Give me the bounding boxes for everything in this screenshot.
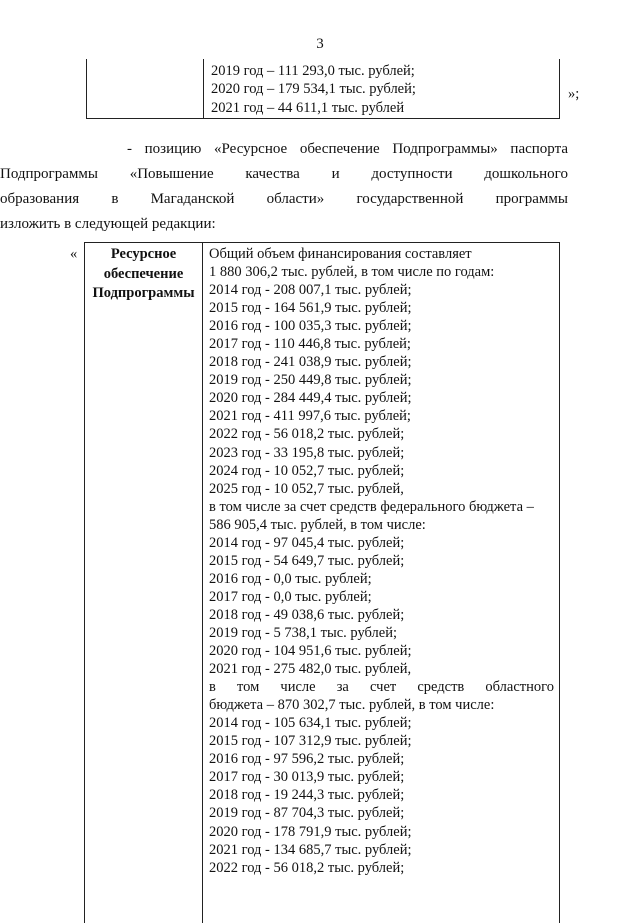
intro-line-text: изложить в следующей редакции: — [0, 216, 216, 232]
resource-table — [84, 242, 560, 923]
content-word: счет — [370, 679, 397, 696]
intro-word: - — [127, 141, 132, 157]
intro-word: качества — [245, 166, 300, 182]
page-number: 3 — [316, 36, 324, 52]
content-line: 2015 год - 54 649,7 тыс. рублей; — [209, 552, 405, 569]
content-line: 2021 год - 275 482,0 тыс. рублей, — [209, 661, 412, 678]
top-table-divider — [203, 59, 204, 118]
content-line: бюджета – 870 302,7 тыс. рублей, в том числе: — [209, 697, 495, 714]
intro-line-1 — [117, 137, 568, 162]
content-line: 2017 год - 0,0 тыс. рублей; — [209, 588, 372, 605]
content-line: 2016 год - 0,0 тыс. рублей; — [209, 570, 372, 587]
content-line: 2017 год - 110 446,8 тыс. рублей; — [209, 336, 411, 353]
closing-quote-mark: »; — [568, 86, 580, 102]
intro-word: обеспечение — [299, 141, 380, 157]
intro-word: Подпрограммы — [0, 166, 98, 182]
label-line: Подпрограммы — [92, 285, 195, 301]
content-line: 2021 год - 411 997,6 тыс. рублей; — [209, 408, 411, 425]
intro-line-4 — [0, 212, 568, 237]
resource-table-content — [209, 245, 554, 877]
content-line: 2017 год - 30 013,9 тыс. рублей; — [209, 769, 405, 786]
intro-word: области» — [266, 191, 325, 207]
content-line: 2022 год - 56 018,2 тыс. рублей; — [209, 859, 405, 876]
content-line: 2019 год - 87 704,3 тыс. рублей; — [209, 805, 405, 822]
content-line: 586 905,4 тыс. рублей, в том числе: — [209, 516, 426, 533]
intro-word: «Ресурсное — [214, 141, 288, 157]
content-line: 2023 год - 33 195,8 тыс. рублей; — [209, 444, 405, 461]
content-line: 2020 год - 178 791,9 тыс. рублей; — [209, 823, 412, 840]
content-line: 2019 год - 5 738,1 тыс. рублей; — [209, 624, 397, 641]
intro-word: и — [331, 166, 340, 182]
content-line: 2024 год - 10 052,7 тыс. рублей; — [209, 462, 405, 479]
intro-word: в — [111, 191, 119, 207]
content-line: 2022 год - 56 018,2 тыс. рублей; — [209, 426, 405, 443]
content-line: 2016 год - 100 035,3 тыс. рублей; — [209, 318, 412, 335]
content-line: 2015 год - 107 312,9 тыс. рублей; — [209, 733, 412, 750]
content-line: 2018 год - 49 038,6 тыс. рублей; — [209, 606, 405, 623]
content-line: 2014 год - 97 045,4 тыс. рублей; — [209, 534, 405, 551]
content-word: за — [336, 679, 349, 696]
intro-word: образования — [0, 191, 80, 207]
top-table-values — [211, 62, 416, 117]
intro-word: государственной — [356, 191, 464, 207]
content-word: в — [209, 679, 216, 696]
resource-table-label — [85, 245, 202, 304]
content-line: 2020 год - 104 951,6 тыс. рублей; — [209, 643, 412, 660]
content-line: 2018 год - 19 244,3 тыс. рублей; — [209, 787, 405, 804]
content-line: 2018 год - 241 038,9 тыс. рублей; — [209, 354, 412, 371]
content-line: 2016 год - 97 596,2 тыс. рублей; — [209, 751, 405, 768]
resource-table-divider — [202, 243, 203, 923]
content-line: 1 880 306,2 тыс. рублей, в том числе по годам: — [209, 264, 495, 281]
content-word: том — [236, 679, 260, 696]
intro-word: Подпрограммы» — [392, 141, 498, 157]
content-line: 2020 год - 284 449,4 тыс. рублей; — [209, 390, 412, 407]
content-line: 2025 год - 10 052,7 тыс. рублей, — [209, 480, 404, 497]
label-line: обеспечение — [103, 265, 184, 282]
intro-word: «Повышение — [129, 166, 214, 182]
intro-word: дошкольного — [484, 166, 568, 182]
intro-word: доступности — [371, 166, 453, 182]
content-word: числе — [280, 679, 316, 696]
content-line: 2015 год - 164 561,9 тыс. рублей; — [209, 300, 412, 317]
intro-word: Магаданской — [150, 191, 235, 207]
content-word: областного — [485, 679, 554, 696]
top-table-continuation — [86, 59, 560, 119]
content-line: Общий объем финансирования составляет — [209, 246, 472, 262]
intro-line-3 — [0, 187, 568, 212]
content-word: средств — [417, 679, 465, 696]
top-table-line: 2021 год – 44 611,1 тыс. рублей — [211, 99, 405, 116]
top-table-line: 2020 год – 179 534,1 тыс. рублей; — [211, 81, 416, 98]
top-table-line: 2019 год – 111 293,0 тыс. рублей; — [211, 63, 415, 79]
content-line: 2019 год - 250 449,8 тыс. рублей; — [209, 372, 412, 389]
content-line: 2021 год - 134 685,7 тыс. рублей; — [209, 841, 412, 858]
intro-line-2 — [0, 162, 568, 187]
intro-word: позицию — [144, 141, 202, 157]
opening-quote-mark: « — [70, 246, 78, 262]
content-line: 2014 год - 105 634,1 тыс. рублей; — [209, 715, 412, 732]
content-line: в том числе за счет средств федерального бюджета – — [209, 498, 534, 515]
intro-word: программы — [495, 191, 568, 207]
content-line-justified — [209, 678, 554, 696]
label-line: Ресурсное — [110, 246, 177, 262]
content-line: 2014 год - 208 007,1 тыс. рублей; — [209, 282, 412, 299]
intro-word: паспорта — [510, 141, 568, 157]
intro-paragraph — [0, 137, 568, 237]
